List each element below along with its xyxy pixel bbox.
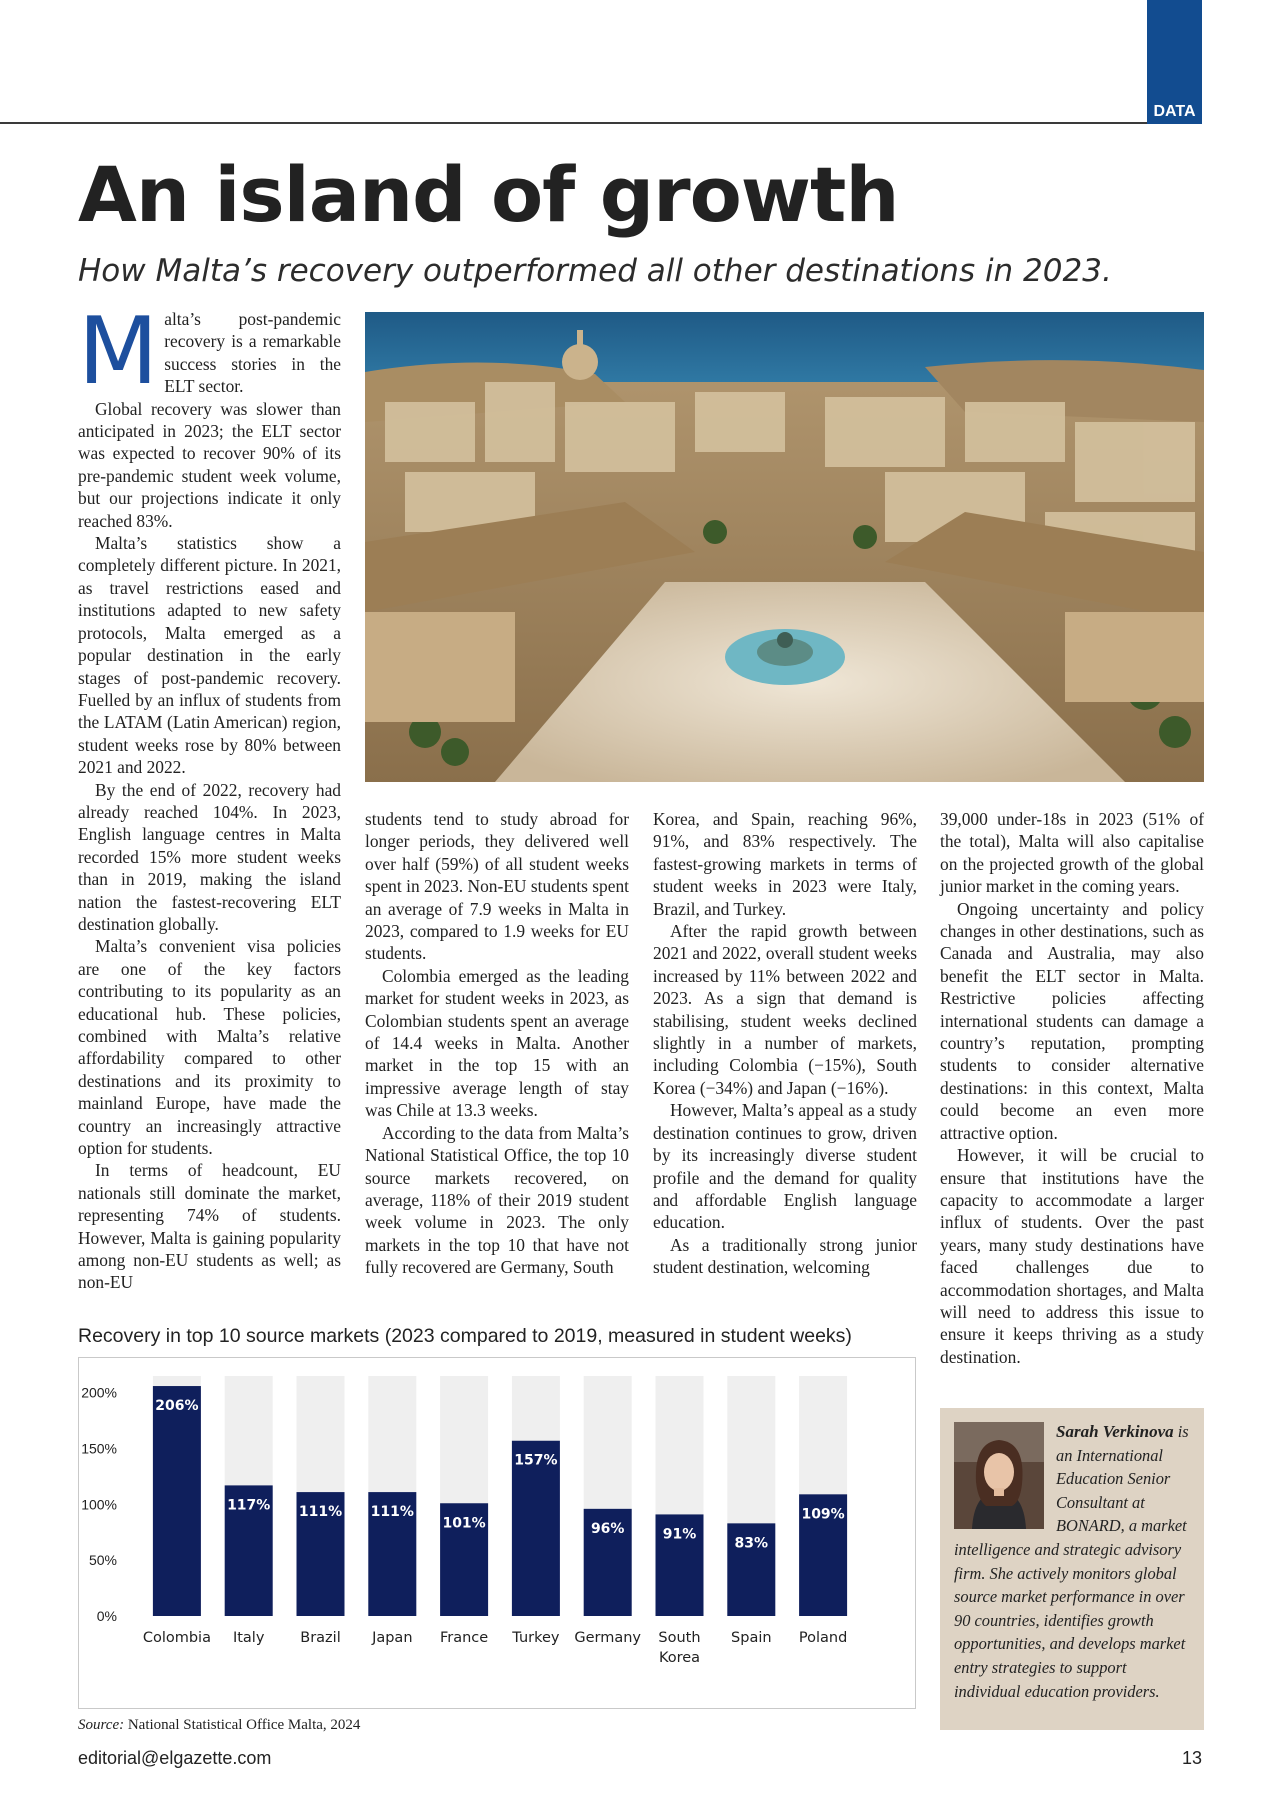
- bar-value-label: 111%: [298, 1504, 343, 1521]
- author-name: Sarah Verkinova: [1056, 1422, 1174, 1441]
- paragraph: Malta’s statistics show a completely different picture. In 2021, as travel restrictions eased and institutions adapted to new safety protocols, Malta emerged as a popular destination in the early stages of post-pandemic recovery. Fuelled by an influx of students from the LATAM (Latin American) region, student weeks rose by 80% between 2021 and 2022.: [78, 533, 341, 778]
- x-tick-label: Italy: [232, 1630, 265, 1646]
- paragraph: Korea, and Spain, reaching 96%, 91%, and 83% respectively. The fastest-growing markets in terms of student weeks in 2023 were Italy, Brazil, and Turkey.: [653, 809, 917, 919]
- bar-value-label: 206%: [155, 1398, 199, 1415]
- x-tick-label: South: [658, 1630, 701, 1646]
- paragraph: Global recovery was slower than anticipated in 2023; the ELT sector was expected to recover 90% of its pre-pandemic student week volume, but our projections indicate it only reached 83%.: [78, 398, 341, 531]
- y-tick-label: 200%: [81, 1384, 117, 1401]
- page-number: 13: [1182, 1748, 1203, 1768]
- y-tick-label: 100%: [81, 1496, 117, 1513]
- y-tick-label: 50%: [88, 1552, 117, 1569]
- chart-frame: [78, 1357, 916, 1709]
- y-tick-label: 0%: [96, 1608, 117, 1624]
- bar-value-label: 91%: [662, 1526, 697, 1543]
- article-subtitle: How Malta’s recovery outperformed all other destinations in 2023.: [78, 253, 1112, 289]
- footer-email[interactable]: editorial@elgazette.com: [78, 1748, 272, 1768]
- valletta-aerial-photo: [365, 312, 1204, 782]
- paragraph: 39,000 under-18s in 2023 (51% of the total), Malta will also capitalise on the projected growth of the global junior market in the coming years.: [940, 809, 1204, 897]
- article-column-4: [940, 808, 1204, 1368]
- x-tick-label: Brazil: [300, 1630, 341, 1646]
- bar: [153, 1386, 201, 1616]
- bar-value-label: 101%: [442, 1515, 486, 1532]
- x-tick-label: Japan: [372, 1630, 413, 1646]
- article-column-1: [78, 297, 341, 1294]
- paragraph: After the rapid growth between 2021 and 2022, overall student weeks increased by 11% between 2022 and 2023. As a sign that demand is stabilising, student weeks declined slightly in a number of markets, including Colombia (−15%), South Korea (−34%) and Japan (−16%).: [653, 921, 917, 1098]
- header-rule: [0, 122, 1202, 124]
- x-tick-label: Colombia: [142, 1630, 211, 1646]
- paragraph: According to the data from Malta’s National Statistical Office, the top 10 source markets recovered, on average, 118% of their 2019 student week volume in 2023. The only markets in the top 10 that have not fully recovered are Germany, South: [365, 1122, 629, 1278]
- bar-value-label: 83%: [734, 1535, 769, 1552]
- recovery-bar-chart: [79, 1358, 915, 1708]
- paragraph: Colombia emerged as the leading market for student weeks in 2023, as Colombian students spent an average of 14.4 weeks in Malta. Another market in the top 15 with an impressive average length of stay was Chile at 13.3 weeks.: [365, 965, 629, 1121]
- bar-value-label: 96%: [590, 1520, 625, 1537]
- article-title: An island of growth: [78, 150, 899, 239]
- paragraph: However, Malta’s appeal as a study destination continues to grow, driven by its increasingly diverse student profile and the demand for quality and affordable English language education.: [653, 1100, 917, 1233]
- x-tick-label: Korea: [658, 1650, 701, 1666]
- article-column-3: [653, 808, 917, 1279]
- x-tick-label: Germany: [574, 1630, 642, 1646]
- paragraph: As a traditionally strong junior student destination, welcoming: [653, 1234, 917, 1278]
- author-bio: [940, 1408, 1204, 1730]
- x-tick-label: Poland: [798, 1630, 848, 1646]
- paragraph: By the end of 2022, recovery had already reached 104%. In 2023, English language centres in Malta recorded 15% more student weeks than in 2019, making the island nation the fastest-recovering ELT destination globally.: [78, 779, 341, 934]
- x-tick-label: France: [439, 1630, 489, 1646]
- paragraph: alta’s post-pandemic recovery is a remarkable success stories in the ELT sector.: [164, 309, 341, 397]
- x-tick-label: Turkey: [512, 1630, 560, 1646]
- paragraph: In terms of headcount, EU nationals still dominate the market, representing 74% of students. However, Malta is gaining popularity among non-EU students as well; as non-EU: [78, 1160, 341, 1293]
- chart-title: Recovery in top 10 source markets (2023 compared to 2019, measured in student weeks): [78, 1325, 852, 1347]
- paragraph: students tend to study abroad for longer periods, they delivered well over half (59%) of all student weeks spent in 2023. Non-EU students spent an average of 7.9 weeks in Malta in 2023, compared to 1.9 weeks for EU students.: [365, 809, 629, 964]
- author-title: is an International Education Senior Consultant at BONARD,: [1056, 1422, 1189, 1536]
- section-tag: DATA: [1147, 0, 1202, 124]
- bar-value-label: 117%: [227, 1497, 271, 1514]
- y-tick-label: 150%: [81, 1440, 117, 1457]
- author-portrait: [954, 1422, 1044, 1529]
- bar-value-label: 157%: [514, 1452, 558, 1469]
- paragraph: Ongoing uncertainty and policy changes in other destinations, such as Canada and Australia, may also benefit the ELT sector in Malta. Restrictive policies affecting international students can damage a country’s reputation, prompting students to consider alternative destinations: in this context, Malta could become an even more attractive option.: [940, 898, 1204, 1143]
- drop-cap: M: [78, 297, 159, 405]
- chart-source: Source: National Statistical Office Malta, 2024: [78, 1717, 361, 1733]
- bar-value-label: 109%: [801, 1506, 845, 1523]
- x-tick-label: Spain: [731, 1630, 772, 1646]
- valletta-illustration: [365, 312, 1204, 782]
- article-column-2: [365, 808, 629, 1279]
- paragraph: Malta’s convenient visa policies are one of the key factors contributing to its popularity as an educational hub. These policies, combined with Malta’s relative affordability compared to other destinations and its proximity to mainland Europe, have made the country an increasingly attractive option for students.: [78, 936, 341, 1159]
- paragraph: However, it will be crucial to ensure that institutions have the capacity to accommodate a larger influx of students. Over the past years, many study destinations have faced challenges due to accommodation shortages, and Malta will need to address this issue to ensure it keeps thriving as a study destination.: [940, 1145, 1204, 1367]
- author-description: a market intelligence and strategic advisory firm. She actively monitors global source market performance in over 90 countries, identifies growth opportunities, and develops market entry strategies to support individual education providers.: [954, 1516, 1187, 1701]
- author-photo: [954, 1422, 1044, 1529]
- bar-value-label: 111%: [370, 1504, 414, 1521]
